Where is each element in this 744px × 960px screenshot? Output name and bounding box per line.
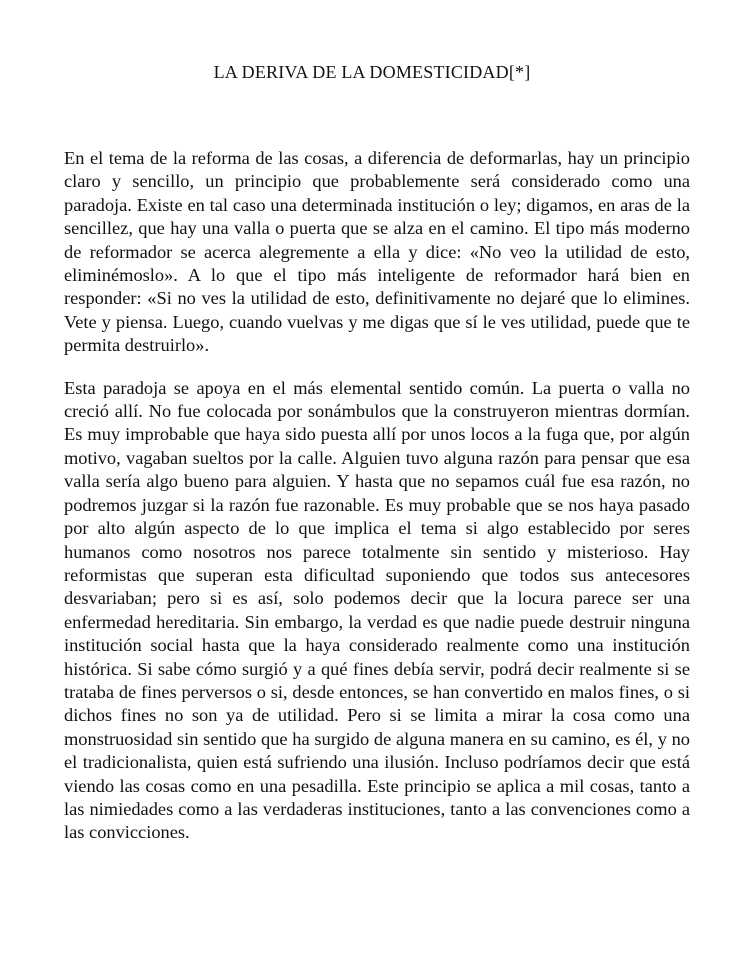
paragraph-1: En el tema de la reforma de las cosas, a diferencia de deformarlas, hay un principio claro y sencillo, un principio que probablemente será considerado como una paradoja. Existe en tal caso una determinada institución o ley; digamos, en aras de la sencillez, que hay una valla o puerta que se alza en el camino. El tipo más moderno de reformador se acerca alegremente a ella y dice: «No veo la utilidad de esto, eliminémoslo». A lo que el tipo más inteligente de reformador hará bien en responder: «Si no ves la utilidad de esto, definitivamente no dejaré que lo elimines. Vete y piensa. Luego, cuando vuelvas y me digas que sí le ves utilidad, puede que te permita destruirlo».	[64, 148, 690, 356]
paragraph-2: Esta paradoja se apoya en el más elemental sentido común. La puerta o valla no creció allí. No fue colocada por sonámbulos que la construyeron mientras dormían. Es muy improbable que haya sido puesta allí por unos locos a la fuga que, por algún motivo, vagaban sueltos por la calle. Alguien tuvo alguna razón para pensar que esa valla sería algo bueno para alguien. Y hasta que no sepamos cuál fue esa razón, no podremos juzgar si la razón fue razonable. Es muy probable que se nos haya pasado por alto algún aspecto de lo que implica el tema si algo establecido por seres humanos como nosotros nos parece totalmente sin sentido y misterioso. Hay reformistas que superan esta dificultad suponiendo que todos sus antecesores desvariaban; pero si es así, solo podemos decir que la locura parece ser una enfermedad hereditaria. Sin embargo, la verdad es que nadie puede destruir ninguna institución social hasta que la haya considerado realmente como una institución histórica. Si sabe cómo surgió y a qué fines debía servir, podrá decir realmente si se trataba de fines perversos o si, desde entonces, se han convertido en malos fines, o si dichos fines no son ya de utilidad. Pero si se limita a mirar la cosa como una monstruosidad sin sentido que ha surgido de alguna manera en su camino, es él, y no el tradicionalista, quien está sufriendo una ilusión. Incluso podríamos decir que está viendo las cosas como en una pesadilla. Este principio se aplica a mil cosas, tanto a las nimiedades como a las verdaderas instituciones, tanto a las convenciones como a las convicciones.	[64, 377, 690, 843]
chapter-title: LA DERIVA DE LA DOMESTICIDAD[*]	[213, 62, 531, 82]
body-text	[64, 147, 690, 845]
